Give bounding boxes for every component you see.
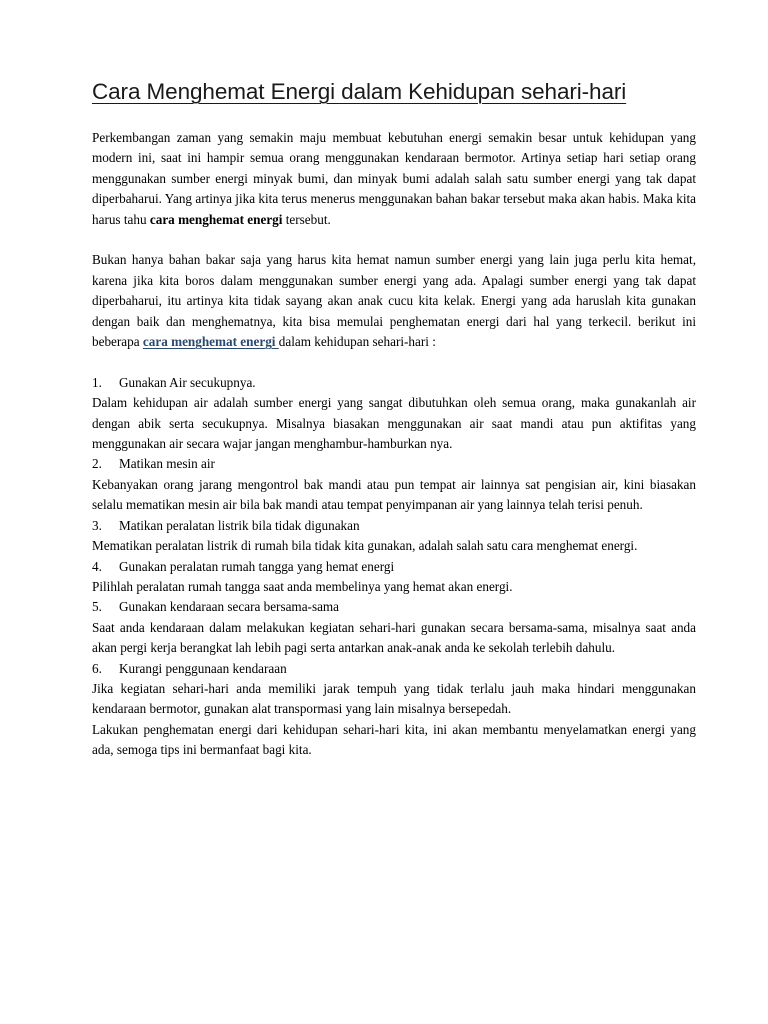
list-item-heading-text: Gunakan Air secukupnya. [119, 374, 256, 390]
list-item-heading [92, 557, 696, 577]
list-item [92, 373, 696, 455]
paragraph-intro-text-b: tersebut. [282, 211, 331, 227]
list-item-number: 2. [92, 456, 102, 472]
list-item [92, 557, 696, 598]
paragraph-intro-text-a: Perkembangan zaman yang semakin maju membuat kebutuhan energi semakin besar untuk kehidupan yang modern ini, saat ini hampir semua orang menggunakan kendaraan bermotor. Artinya setiap hari setiap orang menggunakan sumber energi minyak bumi, dan minyak bumi adalah salah satu sumber energi yang tak dapat diperbaharui. Yang artinya jika kita terus menerus menggunakan bahan bakar tersebut maka akan habis. Maka kita harus tahu [92, 130, 696, 227]
list-item-number: 6. [92, 660, 102, 676]
list-item [92, 659, 696, 720]
list-item-heading [92, 597, 696, 617]
inline-link-cara-menghemat-energi[interactable]: cara menghemat energi [142, 334, 279, 350]
list-item-heading [92, 373, 696, 393]
list-item-number: 3. [92, 517, 102, 533]
list-item-heading-text: Gunakan kendaraan secara bersama-sama [119, 599, 340, 615]
list-item [92, 597, 696, 658]
paragraph-secondary-text-a: Bukan hanya bahan bakar saja yang harus kita hemat namun sumber energi yang lain juga perlu kita hemat, karena jika kita boros dalam menggunakan sumber energi yang ada. Apalagi sumber energi yang tak dapat diperbaharui, itu artinya kita tidak sayang akan anak cucu kita kelak. Energi yang ada haruslah kita gunakan dengan baik dan menghematnya, kita bisa memulai penghematan energi dari hal yang terkecil. berikut ini beberapa [92, 252, 696, 350]
paragraph-spacer-2 [92, 352, 696, 372]
closing-paragraph: Lakukan penghematan energi dari kehidupan sehari-hari kita, ini akan membantu menyelamatkan energi yang ada, semoga tips ini bermanfaat bagi kita. [92, 721, 696, 758]
list-item-body: Kebanyakan orang jarang mengontrol bak mandi atau pun tempat air lainnya sat pengisian air, kini biasakan selalu mematikan mesin air bila bak mandi atau tempat penyimpanan air yang lainnya telah terisi penuh. [92, 476, 696, 513]
list-item-heading [92, 516, 696, 536]
list-item-body: Mematikan peralatan listrik di rumah bila tidak kita gunakan, adalah salah satu cara menghemat energi. [92, 538, 638, 554]
document-content [92, 78, 696, 761]
list-item-number: 1. [92, 374, 102, 390]
list-item-body: Dalam kehidupan air adalah sumber energi yang sangat dibutuhkan oleh semua orang, maka gunakanlah air dengan abik serta secukupnya. Misalnya biasakan menggunakan air saat mandi atau pun aktifitas yang menggunakan air secara wajar jangan menghambur-hamburkan nya. [92, 395, 696, 452]
list-item-body: Pilihlah peralatan rumah tangga saat anda membelinya yang hemat akan energi. [92, 578, 513, 594]
tips-list [92, 373, 696, 720]
list-item-body: Saat anda kendaraan dalam melakukan kegiatan sehari-hari gunakan secara bersama-sama, misalnya saat anda akan pergi kerja berangkat lah lebih pagi serta antarkan anak-anak anda ke sekolah terlebih dahulu. [92, 619, 696, 656]
list-item-heading-text: Gunakan peralatan rumah tangga yang hemat energi [119, 558, 395, 574]
list-item-heading-text: Matikan mesin air [119, 456, 215, 472]
list-item-heading [92, 454, 696, 474]
list-item [92, 516, 696, 557]
list-item [92, 454, 696, 515]
list-item-heading-text: Kurangi penggunaan kendaraan [119, 660, 287, 676]
list-item-heading [92, 659, 696, 679]
paragraph-intro-bold-phrase: cara menghemat energi [149, 211, 283, 227]
title-spacer [92, 106, 696, 128]
paragraph-spacer-1 [92, 230, 696, 250]
page-title: Cara Menghemat Energi dalam Kehidupan sehari-hari [92, 79, 627, 104]
paragraph-secondary-text-b: dalam kehidupan sehari-hari : [278, 334, 436, 350]
paragraph-intro [92, 128, 696, 230]
paragraph-secondary [92, 250, 696, 352]
list-item-number: 4. [92, 558, 102, 574]
list-item-number: 5. [92, 599, 102, 615]
list-item-heading-text: Matikan peralatan listrik bila tidak digunakan [119, 517, 360, 533]
list-item-body: Jika kegiatan sehari-hari anda memiliki jarak tempuh yang tidak terlalu jauh maka hindari menggunakan kendaraan bermotor, gunakan alat transpormasi yang lain misalnya bersepedah. [92, 680, 696, 717]
